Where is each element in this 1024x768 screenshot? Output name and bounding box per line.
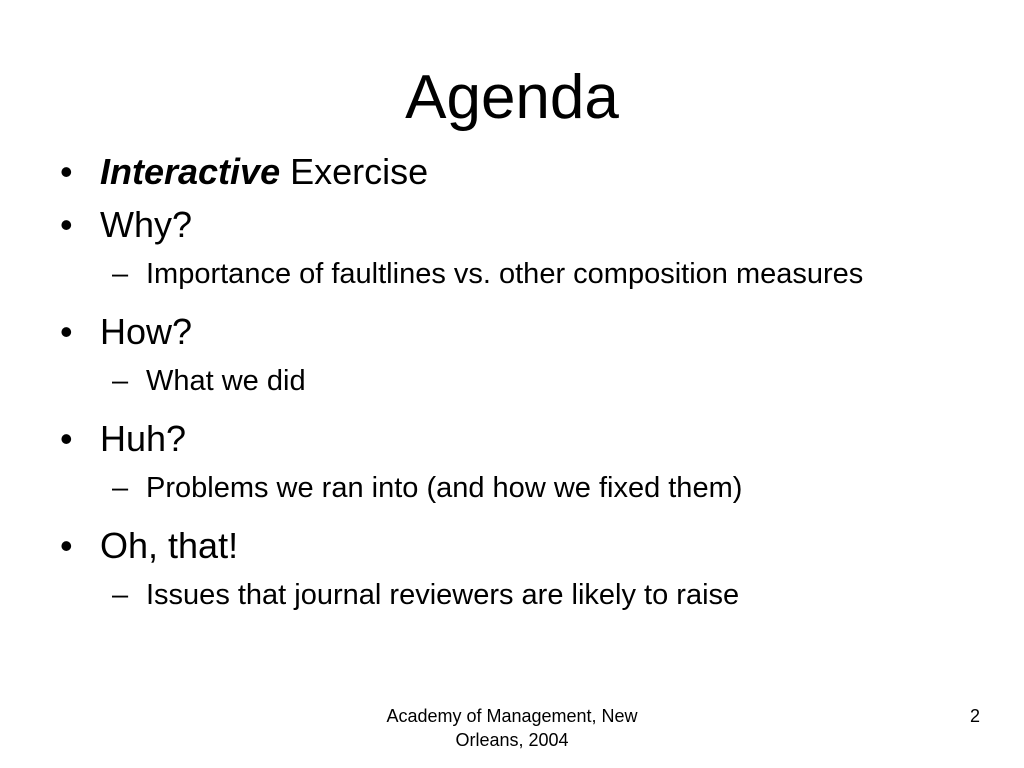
agenda-item-oh-that: [0, 524, 1024, 568]
dash-icon: –: [112, 472, 129, 504]
bullet-icon: •: [60, 525, 73, 566]
footer-conference: Academy of Management, New Orleans, 2004: [386, 706, 638, 750]
agenda-subitem-how: [0, 363, 1024, 399]
agenda-subitem-why: [0, 256, 1024, 292]
agenda-item-text: Why?: [100, 204, 193, 245]
page-number: 2: [969, 706, 980, 726]
agenda-item-why: [0, 203, 1024, 247]
dash-icon: –: [112, 258, 129, 290]
agenda-item-interactive: [0, 150, 1024, 194]
slide-title: Agenda: [405, 63, 619, 132]
agenda-item-text: Oh, that!: [100, 525, 239, 566]
agenda-item-text: Exercise: [280, 151, 429, 192]
agenda-item-huh: [0, 417, 1024, 461]
agenda-subitem-text: Problems we ran into (and how we fixed them): [146, 472, 743, 504]
agenda-item-text: Huh?: [100, 418, 187, 459]
agenda-subitem-text: Importance of faultlines vs. other composition measures: [146, 258, 864, 290]
agenda-subitem-text: Issues that journal reviewers are likely to raise: [146, 579, 740, 611]
agenda-list: [0, 150, 1024, 631]
bullet-icon: •: [60, 204, 73, 245]
agenda-item-text: How?: [100, 311, 193, 352]
bullet-icon: •: [60, 311, 73, 352]
agenda-subitem-text: What we did: [146, 365, 306, 397]
bullet-icon: •: [60, 151, 73, 192]
bullet-icon: •: [60, 418, 73, 459]
agenda-subitem-oh-that: [0, 577, 1024, 613]
agenda-item-emphasis: Interactive: [100, 151, 281, 192]
agenda-subitem-huh: [0, 470, 1024, 506]
dash-icon: –: [112, 579, 129, 611]
dash-icon: –: [112, 365, 129, 397]
agenda-item-how: [0, 310, 1024, 354]
